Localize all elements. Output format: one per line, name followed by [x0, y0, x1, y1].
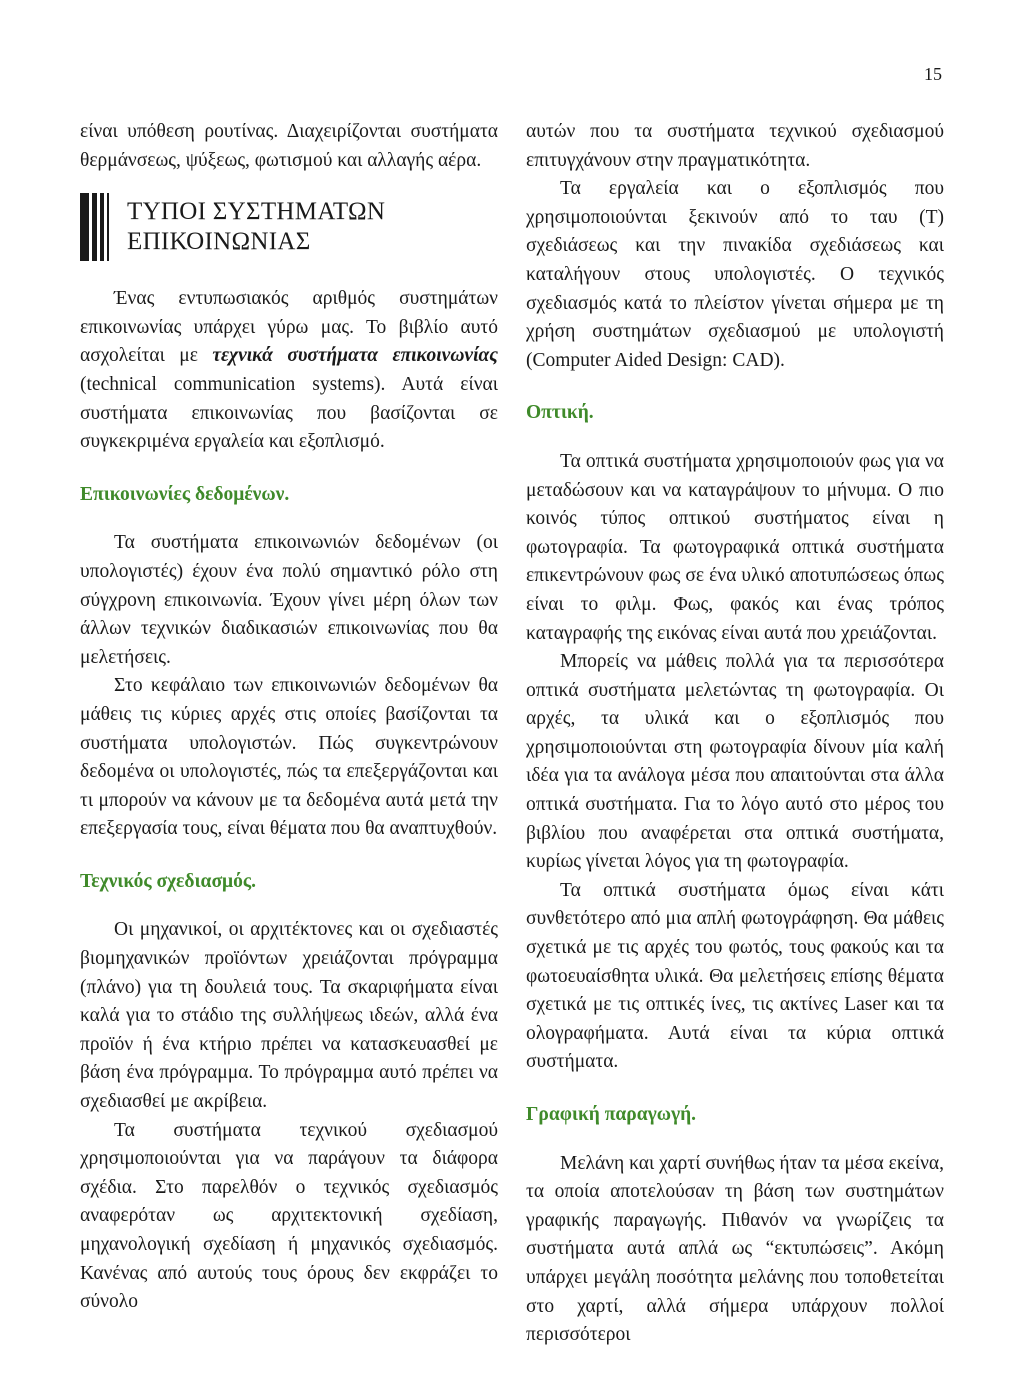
- paragraph-graphic-production: Μελάνη και χαρτί συνήθως ήταν τα μέσα εκείνα, τα οποία αποτελούσαν τη βάση των συστημάτων γραφικής παραγωγής. Πιθανόν να γνωρίζεις τα συστήματα αυτά απλά ως “εκτυπώσεις”. Ακόμη υπάρχει μεγάλη ποσότητα μελάνης που τοποθετείται στο χαρτί, αλλά σήμερα υπάρχουν πολλοί περισσότεροι: [526, 1152, 944, 1346]
- subheading-graphic-production: Γραφική παραγωγή.: [526, 1104, 697, 1125]
- paragraph-bold-term: τεχνικά συστήματα επικοινωνίας: [212, 345, 498, 367]
- section-heading: [80, 193, 498, 265]
- subheading-technical-design: Τεχνικός σχεδιασμός.: [80, 870, 256, 892]
- section-title-line-1: ΤΥΠΟΙ ΣΥΣΤΗΜΑΤΩΝ: [127, 198, 386, 226]
- subheading-optics: Οπτική.: [526, 402, 594, 424]
- paragraph-types-intro: [80, 285, 498, 457]
- paragraph-data-comms-1: Τα συστήματα επικοινωνιών δεδομένων (οι υπολογιστές) έχουν ένα πολύ σημαντικό ρόλο στη σύγχρονη επικοινωνία. Έχουν γίνει μέρη όλων των άλλων τεχνικών διαδικασιών επικοινωνίας που θα μελετήσεις.: [80, 532, 498, 668]
- paragraph-optics-2: Μπορείς να μάθεις πολλά για τα περισσότερα οπτικά συστήματα μελετώντας τη φωτογραφία. Οι αρχές, τα υλικά και ο εξοπλισμός που χρησιμοποιούνται στη φωτογραφία δίνουν μία καλή ιδέα για τα ανάλογα μέσα που απαιτούνται στα άλλα οπτικά συστήματα. Για το λόγο αυτό στο μέρος του βιβλίου που αναφέρεται στα οπτικά συστήματα, κυρίως γίνεται λόγος για τη φωτογραφία.: [526, 651, 944, 873]
- paragraph-technical-design-1: Οι μηχανικοί, οι αρχιτέκτονες και οι σχεδιαστές βιομηχανικών προϊόντων χρειάζονται πρόγραμμα (πλάνο) για τη δουλειά τους. Τα σκαριφήματα είναι καλά για το στάδιο της συλλήψεως ιδεών, αλλά ένα προϊόν ή ένα κτήριο πρέπει να κατασκευασθεί με βάση ένα πρόγραμμα. Το πρόγραμμα αυτό πρέπει να σχεδιασθεί με ακρίβεια.: [80, 919, 498, 1113]
- paragraph-text-a: Ένας εντυπωσιακός αριθμός συστημάτων επικοινωνίας υπάρχει γύρω μας. Το βιβλίο αυτό ασχολείται με: [80, 288, 498, 367]
- right-intro-paragraph: αυτών που τα συστήματα τεχνικού σχεδιασμού επιτυγχάνουν στην πραγματικότητα.: [526, 121, 944, 171]
- right-column: [526, 118, 944, 1350]
- paragraph-data-comms-2: Στο κεφάλαιο των επικοινωνιών δεδομένων θα μάθεις τις κύριες αρχές στις οποίες βασίζονται τα συστήματα υπολογιστών. Πώς συγκεντρώνουν δεδομένα οι υπολογιστές, πώς τα επεξεργάζονται και τι μπορούν να κάνουν με τα δεδομένα αυτά μετά την επεξεργασία τους, είναι θέματα που θα αναπτυχθούν.: [80, 675, 498, 840]
- left-column: [80, 118, 498, 1317]
- paragraph-design-tools: Τα εργαλεία και ο εξοπλισμός που χρησιμοποιούνται ξεκινούν από το ταυ (Τ) σχεδιάσεως και την πινακίδα σχεδιάσεως και καταλήγουν στους υπολογιστές. Ο τεχνικός σχεδιασμός κατά το πλείστον γίνεται σήμερα με τη χρήση συστημάτων σχεδιασμού με υπολογιστή (Computer Aided Design: CAD).: [526, 178, 944, 371]
- subheading-data-communications: Επικοινωνίες δεδομένων.: [80, 483, 290, 505]
- page-number: 15: [924, 64, 942, 84]
- left-intro-paragraph: είναι υπόθεση ρουτίνας. Διαχειρίζονται συστήματα θερμάνσεως, ψύξεως, φωτισμού και αλλαγής αέρα.: [80, 121, 498, 171]
- section-title-line-2: ΕΠΙΚΟΙΝΩΝΙΑΣ: [127, 228, 311, 256]
- paragraph-technical-design-2: Τα συστήματα τεχνικού σχεδιασμού χρησιμοποιούνται για να παράγουν τα διάφορα σχέδια. Στο παρελθόν ο τεχνικός σχεδιασμός αναφερόταν ως αρχιτεκτονική σχεδίαση, μηχανολογική σχεδίαση ή μηχανικός σχεδιασμός. Κανένας από αυτούς τους όρους δεν εκφράζει το σύνολο: [80, 1119, 498, 1313]
- heading-bars-ornament: [80, 193, 109, 261]
- paragraph-text-b: (technical communication systems). Αυτά είναι συστήματα επικοινωνίας που βασίζονται σε συγκεκριμένα εργαλεία και εξοπλισμό.: [80, 373, 498, 453]
- paragraph-optics-1: Τα οπτικά συστήματα χρησιμοποιούν φως για να μεταδώσουν και να καταγράψουν το μήνυμα. Ο πιο κοινός τύπος οπτικού συστήματος είναι η φωτογραφία. Τα φωτογραφικά οπτικά συστήματα επικεντρώνουν φως σε ένα υλικό αποτυπώσεως όπως είναι το φιλμ. Φως, φακός και ένας τρόπος καταγραφής της εικόνας είναι αυτά που χρειάζονται.: [526, 450, 944, 644]
- paragraph-optics-3: Τα οπτικά συστήματα όμως είναι κάτι συνθετότερο από μια απλή φωτογράφηση. Θα μάθεις σχετικά με τις αρχές του φωτός, τους φακούς και τα φωτοευαίσθητα υλικά. Θα μελετήσεις επίσης θέματα σχετικά με τις οπτικές ίνες, τις ακτίνες Laser και τα ολογραφήματα. Αυτά είναι τα κύρια οπτικά συστήματα.: [526, 879, 944, 1073]
- section-title: [127, 197, 385, 257]
